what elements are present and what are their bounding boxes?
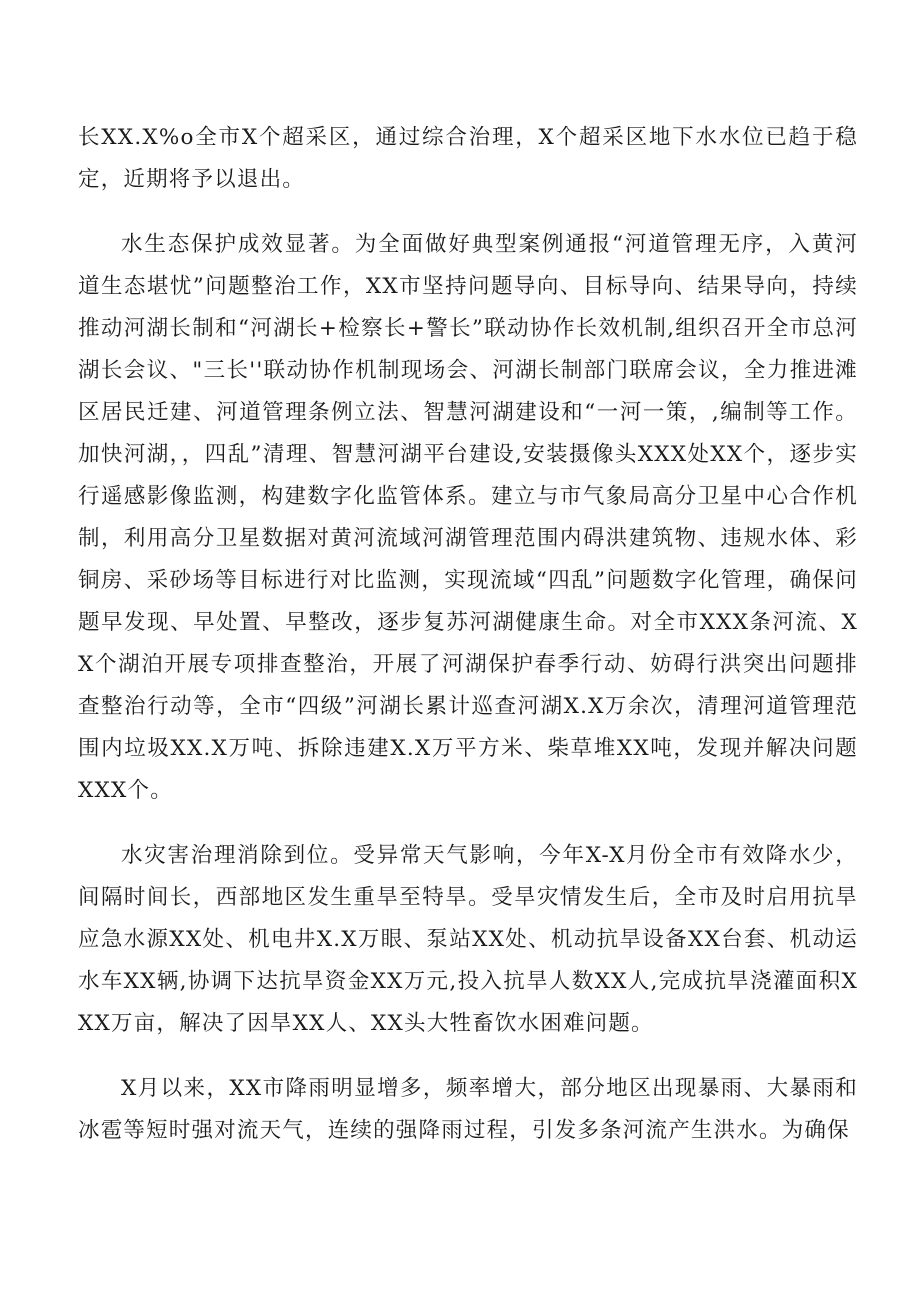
paragraph-water-disaster: 水灾害治理消除到位。受异常天气影响，今年X-X月份全市有效降水少，间隔时间长，西部地区发生重旱至特旱。受旱灾情发生后，全市及时启用抗旱应急水源XX处、机电井X.X万眼、泵站XX处、机动抗旱设备XX台套、机动运水车XX辆,协调下达抗旱资金XX万元,投入抗旱人数XX人,完成抗旱浇灌面积XXX万亩，解决了因旱XX人、XX头大牲畜饮水困难问题。 — [78, 843, 858, 1036]
paragraph-water-ecology: 水生态保护成效显著。为全面做好典型案例通报“河道管理无序，入黄河道生态堪忧”问题整治工作，XX市坚持问题导向、目标导向、结果导向，持续推动河湖长制和“河湖长+检察长+警长”联动协作长效机制,组织召开全市总河湖长会议、"三长''联动协作机制现场会、河湖长制部门联席会议，全力推进滩区居民迁建、河道管理条例立法、智慧河湖建设和“一河一策，,编制等工作。加快河湖，，四乱”清理、智慧河湖平台建设,安装摄像头XXX处XX个，逐步实行遥感影像监测，构建数字化监管体系。建立与市气象局高分卫星中心合作机制，利用高分卫星数据对黄河流域河湖管理范围内碍洪建筑物、违规水体、彩铜房、采砂场等目标进行对比监测，实现流域“四乱”问题数字化管理，确保问题早发现、早处置、早整改，逐步复苏河湖健康生命。对全市XXX条河流、XX个湖泊开展专项排查整治，开展了河湖保护春季行动、妨碍行洪突出问题排查整治行动等，全市“四级”河湖长累计巡查河湖X.X万余次，清理河道管理范围内垃圾XX.X万吨、拆除违建X.X万平方米、柴草堆XX吨，发现并解决问题XXX个。 — [78, 232, 858, 803]
paragraph-groundwater-continued: 长XX.X%o全市X个超采区，通过综合治理，X个超采区地下水水位已趋于稳定，近期将予以退出。 — [78, 125, 858, 192]
paragraph-rainfall: X月以来，XX市降雨明显增多，频率增大，部分地区出现暴雨、大暴雨和冰雹等短时强对流天气，连续的强降雨过程，引发多条河流产生洪水。为确保 — [78, 1076, 858, 1143]
